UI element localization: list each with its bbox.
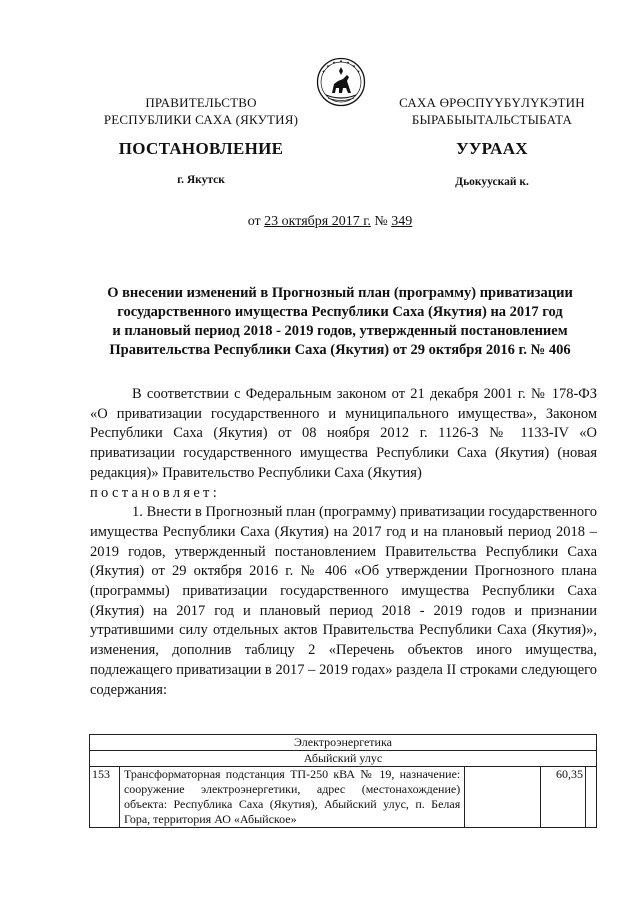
title-line: государственного имущества Республики Саха (Якутия) на 2017 год [117, 304, 563, 320]
doc-type-right: УУРААХ [456, 139, 528, 158]
header-right-line2: БЫРАБЫЫТАЛЬСТЫБАТА [411, 112, 573, 127]
document-body [90, 385, 597, 700]
header-left-line2: РЕСПУБЛИКИ САХА (ЯКУТИЯ) [103, 112, 299, 127]
postanovlyaet-word: постановляет: [90, 484, 221, 501]
date-prefix: от [247, 214, 261, 229]
city-left: г. Якутск [177, 174, 225, 186]
number-value: 349 [391, 214, 413, 229]
title-line: Правительства Республики Саха (Якутия) от 29 октября 2016 г. № 406 [109, 342, 571, 358]
row-col5-cell [585, 767, 596, 828]
row-value-cell: 60,35 [541, 767, 586, 828]
city-right: Дьокуускай к. [455, 176, 529, 188]
row-number-cell: 153 [90, 767, 120, 828]
district-cell: Абыйский улус [90, 751, 597, 767]
number-prefix: № [374, 214, 388, 229]
header-right [386, 94, 598, 128]
table-district-row [90, 751, 597, 767]
document-title [60, 284, 620, 360]
header-left [96, 94, 306, 128]
title-line: О внесении изменений в Прогнозный план (программу) приватизации [107, 285, 573, 301]
section-cell: Электроэнергетика [90, 735, 597, 751]
body-paragraph-2: 1. Внести в Прогнозный план (программу) приватизации государственного имущества Республики Саха (Якутия) на 2017 год и на плановый период 2018 – 2019 годов, утвержденный постановлением Правительства Республики Саха (Якутия) от 29 октября 2016 г. № 406 «Об утверждении Прогнозного плана (программы) приватизации государственного имущества Республики Саха (Якутия) на 2017 год и плановый период 2018 - 2019 годов и признании утратившими силу отдельных актов Правительства Республики Саха (Якутия)», изменения, дополнив таблицу 2 «Перечень объектов иного имущества, подлежащего приватизации в 2017 – 2019 годах» раздела II строками следующего содержания: [90, 504, 597, 698]
date-number-line [120, 214, 540, 230]
row-description-cell: Трансформаторная подстанция ТП-250 кВА № 19, назначение: сооружение электроэнергетики, адрес (местонахождение) объекта: Республика Саха (Якутия), Абыйский улус, п. Белая Гора, территория АО «Абыйское» [119, 767, 464, 828]
coat-of-arms-emblem [316, 57, 366, 107]
header-left-line1: ПРАВИТЕЛЬСТВО [145, 95, 257, 110]
body-paragraph-1 [90, 385, 597, 484]
header-right-line1: САХА ӨРӨСПҮҮБҮЛҮКЭТИН [399, 95, 585, 110]
title-line: и плановый период 2018 - 2019 годов, утвержденный постановлением [112, 323, 568, 339]
objects-table [89, 734, 597, 828]
doc-type-left: ПОСТАНОВЛЕНИЕ [118, 139, 284, 158]
objects-table-wrapper [89, 734, 597, 828]
body-paragraph-1-text: В соответствии с Федеральным законом от 21 декабря 2001 г. № 178-ФЗ «О приватизации государственного и муниципального имущества», Законом Республики Саха (Якутия) от 08 ноября 2012 г. 1126-З № 1133-IV «О приватизации государственного имущества Республики Саха (Якутия) (новая редакция)» Правительство Республики Саха (Якутия) [90, 386, 597, 481]
date-value: 23 октября 2017 г. [264, 214, 371, 229]
table-row [90, 767, 597, 828]
table-section-row [90, 735, 597, 751]
row-col3-cell [465, 767, 541, 828]
